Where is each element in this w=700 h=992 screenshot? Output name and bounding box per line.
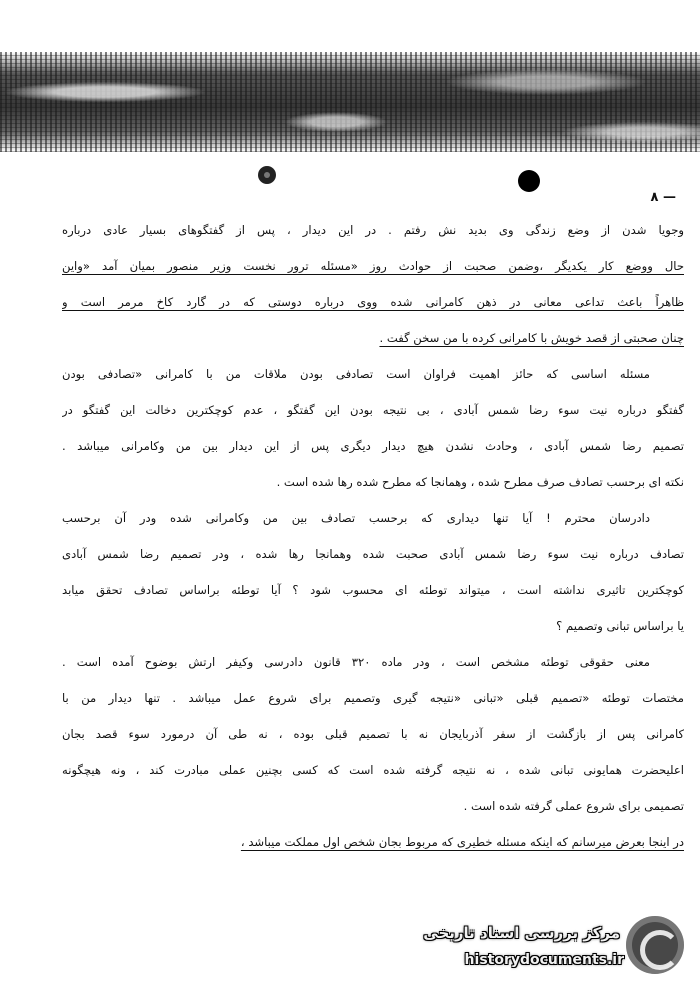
punch-hole-mark: [258, 166, 276, 184]
text-line: مختصات توطئه «تصمیم قبلی «تبانی «نتیجه گیری وتصمیم برای شروع عمل میباشد . تنها دیدار من با: [62, 691, 684, 705]
text-line: وجویا شدن از وضع زندگی وی بدید نش رفتم . در این دیدار ، پس از گفتگوهای بسیار عادی درباره: [62, 223, 684, 237]
scan-noise-band: [0, 52, 700, 152]
archive-logo-icon: [626, 916, 684, 974]
text-line: تصمیمی برای شروع عملی گرفته شده است .: [463, 799, 684, 813]
punch-hole-mark: [518, 170, 540, 192]
underlined-phrase: چنان صحبتی از قصد خویش با کامرانی کرده با من سخن گفت .: [379, 331, 684, 345]
text-line-underlined: در اینجا بعرض میرسانم که اینکه مسئله خطیری که مربوط بجان شخص اول مملکت میباشد ،: [240, 835, 684, 849]
text-line: مسئله اساسی که حائز اهمیت فراوان است تصادفی بودن ملاقات من با کامرانی «تصادفی بودن: [62, 367, 650, 381]
watermark: [400, 912, 690, 992]
text-line: [62, 320, 684, 356]
text-line-underlined: حال ووضع کار یکدیگر ،وضمن صحبت از حوادث روز «مسئله ترور نخست وزیر منصور بمیان آمد «واین: [62, 259, 684, 273]
document-body: [62, 212, 684, 860]
text-line: اعلیحضرت همایونی تبانی شده ، نه نتیجه گرفته شده است که کسی بچنین عملی مبادرت کند ، ونه هیچگونه: [62, 763, 684, 777]
text-line: نکته ای برحسب تصادف صرف مطرح شده ، وهمانجا که مطرح شده رها شده است .: [276, 475, 684, 489]
text-line: معنی حقوقی توطئه مشخص است ، ودر ماده ۳۲۰ قانون دادرسی وکیفر ارتش بوضوح آمده است .: [62, 655, 650, 669]
text-line: تصمیم رضا شمس آبادی ، وحادث نشدن هیچ دیدار دیگری پس از این دیدار بین من وکامرانی میباشد .: [62, 439, 684, 453]
text-line: تصادف درباره نیت سوء رضا شمس آبادی صحبت شده وهمانجا رها شده ، ودر تصمیم رضا شمس آبادی: [62, 547, 684, 561]
text-line: دادرسان محترم ! آیا تنها دیداری که برحسب تصادف بین من وکامرانی شده ودر آن برحسب: [62, 511, 650, 525]
watermark-url: historydocuments.ir: [464, 952, 624, 968]
text-line: کوچکترین تاثیری نداشته است ، میتواند توطئه ای محسوب شود ؟ آیا توطئه براساس تصادف تحقق میابد: [62, 583, 684, 597]
text-line-underlined: ظاهراً باعث تداعی معانی در ذهن کامرانی شده ووی درباره دوستی که در گارد کاخ مرمر است و: [62, 295, 684, 309]
text-line: کامرانی پس از بازگشت از سفر آذربایجان نه با تصمیم قبلی بوده ، نه طی آن درمورد سوء قصد بجان: [62, 727, 684, 741]
page-number: ۸ —: [650, 190, 676, 205]
text-line: گفتگو درباره نیت سوء رضا شمس آبادی ، بی نتیجه بودن این گفتگو ، عدم کوچکترین دخالت این گفتگو در: [62, 403, 684, 417]
text-line: یا براساس تبانی وتصمیم ؟: [556, 619, 684, 633]
watermark-title: مرکز بررسی اسناد تاریخی: [423, 924, 620, 942]
